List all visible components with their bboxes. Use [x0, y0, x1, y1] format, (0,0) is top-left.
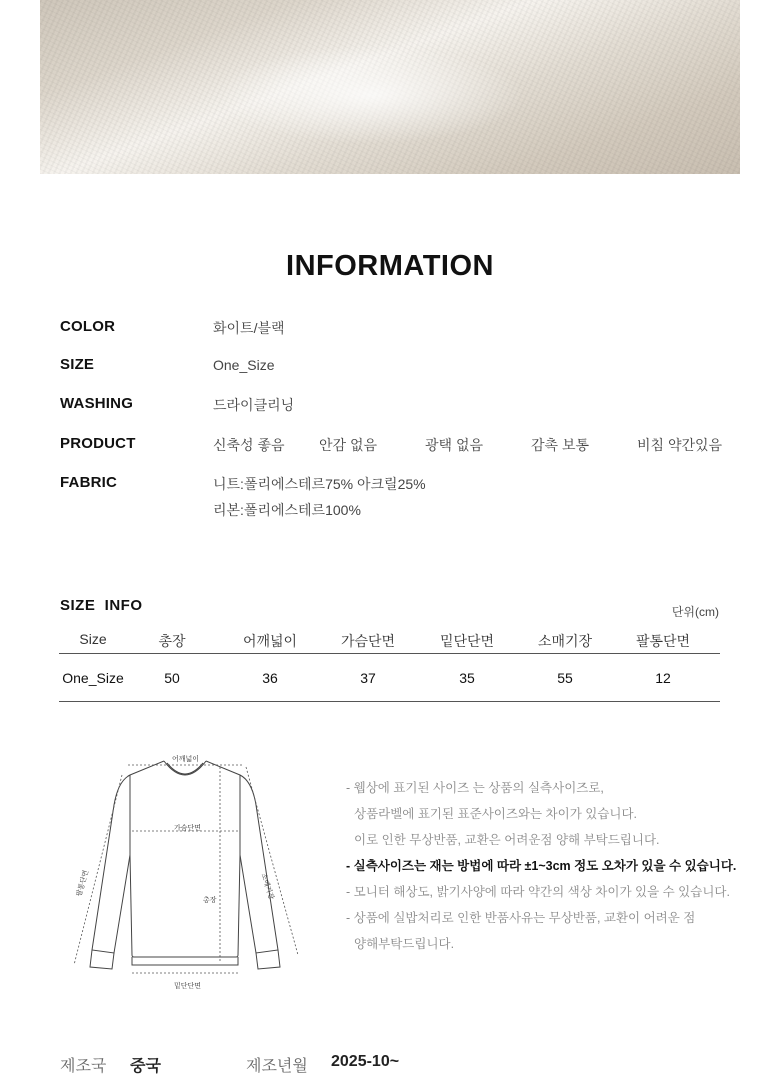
note-line-4: - 실측사이즈는 재는 방법에 따라 ±1~3cm 정도 오차가 있을 수 있습니다.	[346, 859, 737, 873]
diagram-label-sleeve-width: 팔통단면	[75, 869, 91, 898]
note-line-6: - 상품에 실밥처리로 인한 반품사유는 무상반품, 교환이 어려운 점	[346, 911, 696, 925]
note-line-5: - 모니터 해상도, 밝기사양에 따라 약간의 색상 차이가 있을 수 있습니다.	[346, 885, 730, 899]
unit-label: 단위(cm)	[671, 605, 719, 619]
color-value: 화이트/블랙	[213, 320, 285, 336]
size-label: SIZE	[60, 356, 95, 373]
table-cell-sleeve: 55	[557, 670, 573, 686]
table-divider	[59, 653, 720, 654]
product-value-sheer: 비침 약간있음	[637, 437, 723, 453]
fabric-label: FABRIC	[60, 474, 118, 491]
origin-value: 중국	[130, 1058, 161, 1075]
note-line-3: 이로 인한 무상반품, 교환은 어려운점 양해 부탁드립니다.	[354, 833, 660, 847]
table-header-hem: 밑단단면	[439, 633, 495, 649]
product-value-gloss: 광택 없음	[425, 437, 483, 453]
product-value-lining: 안감 없음	[319, 437, 377, 453]
note-line-7: 양해부탁드립니다.	[354, 937, 455, 951]
table-header-sleeve: 소매기장	[537, 633, 593, 649]
note-line-1: - 웹상에 표기된 사이즈 는 상품의 실측사이즈로,	[346, 781, 604, 795]
table-header-length: 총장	[158, 633, 186, 649]
table-cell-size: One_Size	[62, 670, 124, 686]
product-value-touch: 감촉 보통	[531, 437, 589, 453]
table-header-sleeve-width: 팔통단면	[635, 633, 691, 649]
product-value-stretch: 신축성 좋음	[213, 437, 285, 453]
information-title: INFORMATION	[286, 250, 494, 282]
diagram-label-hem: 밑단단면	[174, 983, 202, 990]
origin-label: 제조국	[60, 1058, 107, 1075]
color-label: COLOR	[60, 318, 116, 335]
product-label: PRODUCT	[60, 435, 136, 452]
table-cell-length: 50	[164, 670, 180, 686]
diagram-label-length: 총장	[203, 897, 217, 904]
table-header-chest: 가슴단면	[340, 633, 396, 649]
diagram-label-shoulder: 어깨넓이	[172, 756, 200, 763]
table-header-shoulder: 어깨넓이	[242, 633, 298, 649]
washing-value: 드라이클리닝	[213, 397, 295, 413]
table-cell-shoulder: 36	[262, 670, 278, 686]
table-cell-sleeve-width: 12	[655, 670, 671, 686]
note-line-2: 상품라벨에 표기된 표준사이즈와는 차이가 있습니다.	[354, 807, 638, 821]
washing-label: WASHING	[60, 395, 134, 412]
fabric-value-ribbon: 리본:폴리에스테르100%	[213, 502, 361, 518]
size-value: One_Size	[213, 357, 275, 373]
diagram-label-sleeve: 소매기장	[259, 872, 275, 901]
table-bottom-border	[59, 701, 720, 702]
manufacture-date-label: 제조년월	[246, 1058, 308, 1075]
garment-measurement-diagram	[60, 745, 330, 1000]
table-cell-hem: 35	[459, 670, 475, 686]
table-cell-chest: 37	[360, 670, 376, 686]
size-info-title: SIZE INFO	[60, 597, 143, 614]
diagram-label-chest: 가슴단면	[174, 825, 202, 832]
fabric-value-knit: 니트:폴리에스테르75% 아크릴25%	[213, 476, 426, 492]
table-header-size: Size	[79, 631, 107, 647]
manufacture-date-value: 2025-10~	[331, 1053, 400, 1070]
fabric-photo-highlight	[40, 0, 740, 174]
